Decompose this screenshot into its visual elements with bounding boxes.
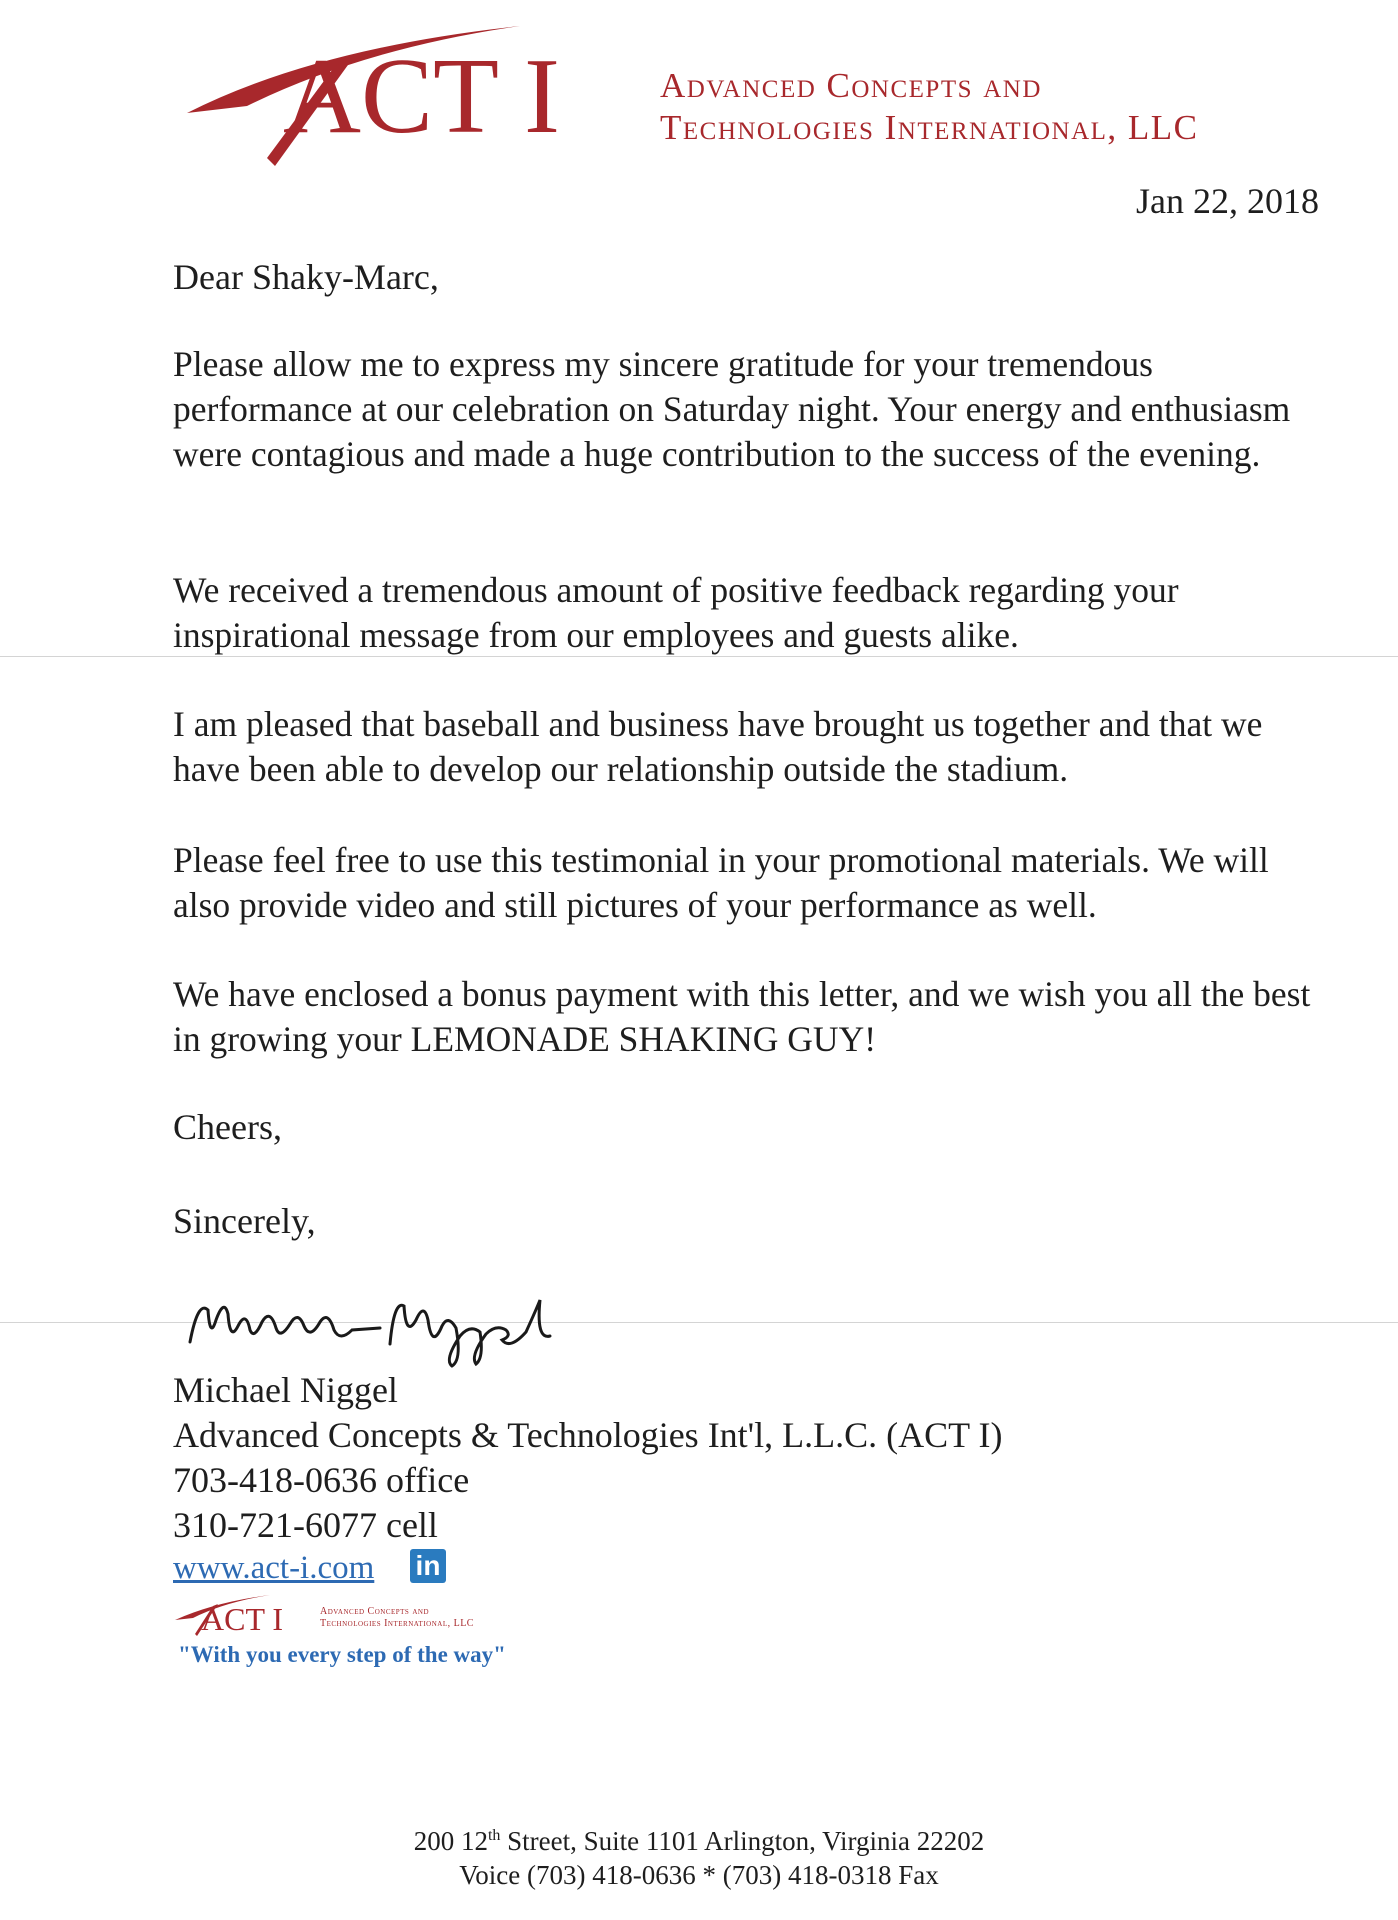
tagline: "With you every step of the way"	[178, 1642, 506, 1667]
logo-wordmark: ACT I	[283, 37, 561, 156]
website-link[interactable]: www.act-i.com	[173, 1550, 375, 1586]
office-phone: 703-418-0636 office	[173, 1460, 470, 1500]
paragraph-4: Please feel free to use this testimonial in your promotional materials. We will also provide video and still pictures of your performance as well.	[173, 840, 1269, 925]
mini-company-line1: Advanced Concepts and	[320, 1606, 429, 1617]
closing-sincerely: Sincerely,	[173, 1201, 316, 1241]
handwritten-signature	[180, 1280, 580, 1370]
paragraph-1: Please allow me to express my sincere gratitude for your tremendous performance at our celebration on Saturday night. Your energy and enthusiasm were contagious and made a huge contribution to the success of the evening.	[173, 344, 1291, 474]
company-name-line1: Advanced Concepts and	[660, 66, 1042, 105]
act-i-mini-logo	[175, 1592, 305, 1638]
paper-fold-line	[0, 656, 1398, 657]
signer-company: Advanced Concepts & Technologies Int'l, L.L.C. (ACT I)	[173, 1415, 1003, 1455]
mini-company-line2: Technologies International, LLC	[320, 1618, 474, 1629]
paragraph-3: I am pleased that baseball and business have brought us together and that we have been able to develop our relationship outside the stadium.	[173, 704, 1263, 789]
linkedin-icon[interactable]: in	[410, 1549, 446, 1583]
paragraph-5: We have enclosed a bonus payment with this letter, and we wish you all the best in growing your LEMONADE SHAKING GUY!	[173, 974, 1311, 1059]
closing-cheers: Cheers,	[173, 1107, 282, 1147]
salutation: Dear Shaky-Marc,	[173, 257, 439, 297]
paragraph-2: We received a tremendous amount of positive feedback regarding your inspirational message from our employees and guests alike.	[173, 570, 1179, 655]
footer-contact: Voice (703) 418-0636 * (703) 418-0318 Fax	[459, 1860, 939, 1890]
cell-phone: 310-721-6077 cell	[173, 1505, 438, 1545]
footer-address: 200 12th Street, Suite 1101 Arlington, Virginia 22202	[413, 1826, 985, 1856]
company-name-line2: Technologies International, LLC	[660, 108, 1199, 147]
svg-text:ACT I: ACT I	[201, 1601, 284, 1637]
signer-name: Michael Niggel	[173, 1370, 398, 1410]
letter-date: Jan 22, 2018	[1136, 181, 1319, 221]
